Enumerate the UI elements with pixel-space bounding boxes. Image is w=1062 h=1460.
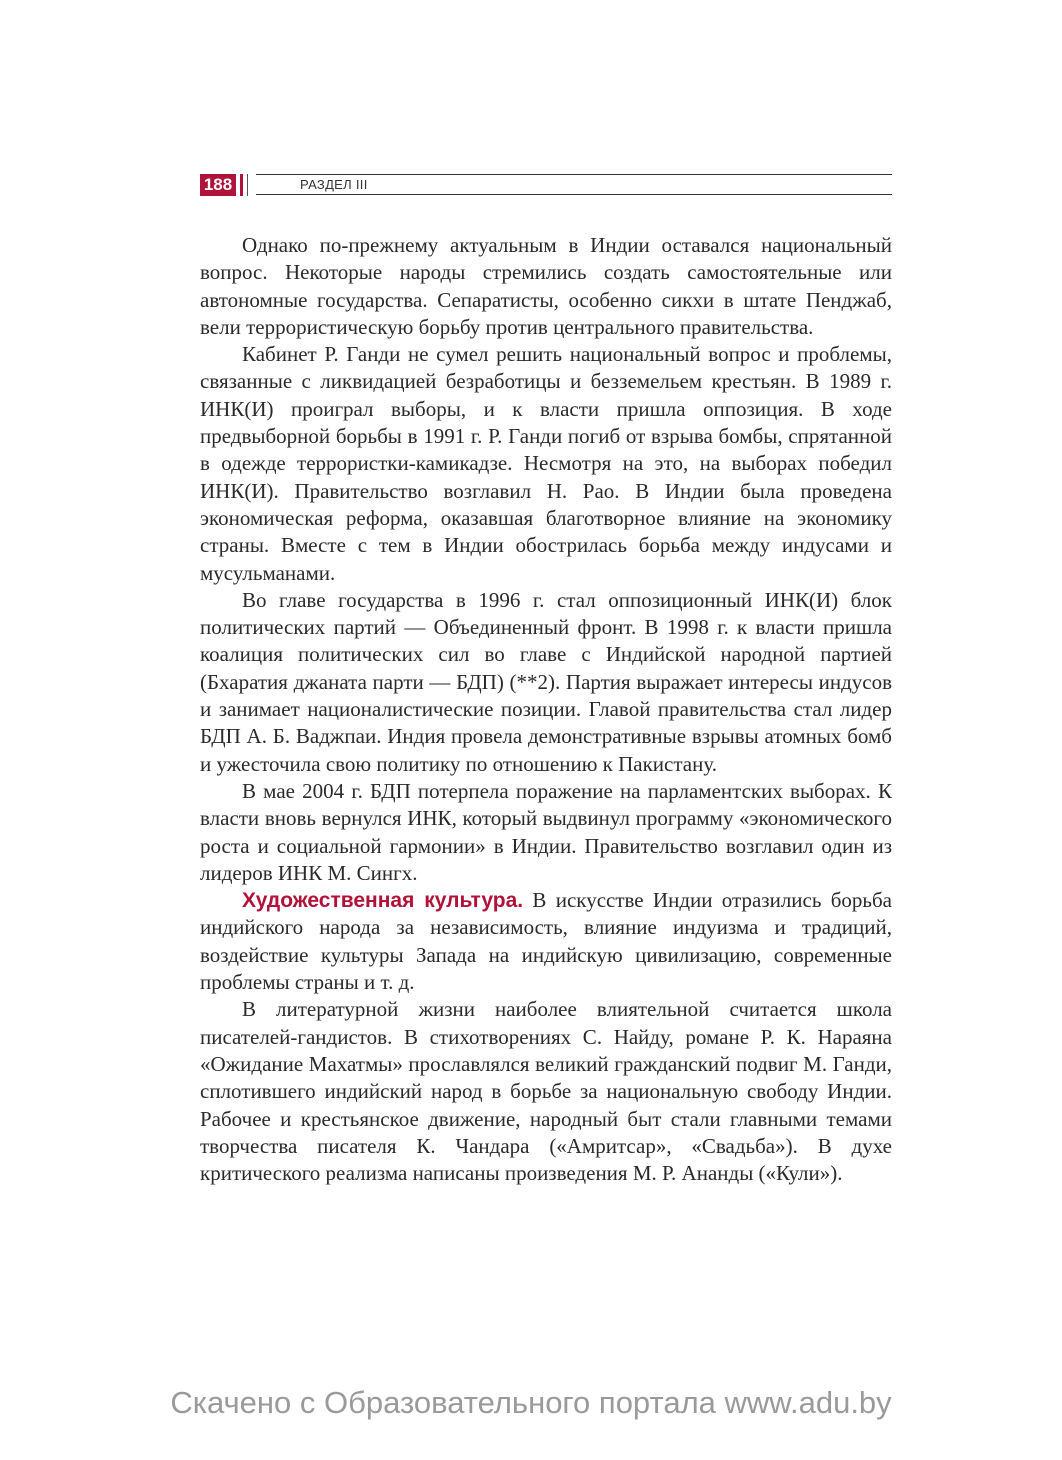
- paragraph-gandhi-cabinet: Кабинет Р. Ганди не сумел решить национальный вопрос и проблемы, связанные с ликвидацией безработицы и безземельем крестьян. В 1989 г. ИНК(И) проиграл выборы, и к власти пришла оппозиция. В ходе предвыборной борьбы в 1991 г. Р. Ганди погиб от взрыва бомбы, спрятанной в одежде террористки-камикадзе. Несмотря на это, на выборах победил ИНК(И). Правительство возглавил Н. Рао. В Индии была проведена экономическая реформа, оказавшая благотворное влияние на экономику страны. Вместе с тем в Индии обострилась борьба между индусами и мусульманами.: [200, 342, 892, 585]
- header-rule-top: [256, 174, 892, 175]
- culture-heading: Художественная культура.: [242, 889, 524, 913]
- body-text: [200, 232, 892, 1187]
- header-accent-bar: [240, 174, 243, 196]
- page-header: [200, 172, 892, 198]
- paragraph-culture: [200, 887, 892, 996]
- download-watermark: Скачено с Образовательного портала www.adu.by: [170, 1385, 892, 1420]
- page-number: 188: [200, 174, 236, 196]
- header-rule-bottom: [256, 194, 892, 195]
- header-divider: [247, 174, 248, 196]
- paragraph-2004-elections: В мае 2004 г. БДП потерпела поражение на парламентских выборах. К власти вновь вернулся ИНК, который выдвинул программу «экономического роста и социальной гармонии» в Индии. Правительство возглавил один из лидеров ИНК М. Сингх.: [200, 778, 892, 885]
- paragraph-bjp-coalition: Во главе государства в 1996 г. стал оппозиционный ИНК(И) блок политических партий — Объединенный фронт. В 1998 г. к власти пришла коалиция политических сил во главе с Индийской народной партией (Бхаратия джаната парти — БДП) (**2). Партия выражает интересы индусов и занимает националистические позиции. Главой правительства стал лидер БДП А. Б. Ваджпаи. Индия провела демонстративные взрывы атомных бомб и ужесточила свою политику по отношению к Пакистану.: [200, 587, 892, 776]
- culture-text: В искусстве Индии отразились борьба индийского народа за независимость, влияние индуизма и традиций, воздействие культуры Запада на индийскую цивилизацию, современные проблемы страны и т. д.: [200, 888, 892, 995]
- paragraph-national-question: Однако по-прежнему актуальным в Индии оставался национальный вопрос. Некоторые народы стремились создать самостоятельные или автономные государства. Сепаратисты, особенно сикхи в штате Пенджаб, вели террористическую борьбу против центрального правительства.: [200, 233, 892, 339]
- section-label: РАЗДЕЛ III: [300, 177, 368, 192]
- paragraph-literature: В литературной жизни наиболее влиятельной считается школа писателей-гандистов. В стихотворениях С. Найду, романе Р. К. Нараяна «Ожидание Махатмы» прославлялся великий гражданский подвиг М. Ганди, сплотившего индийский народ в борьбе за национальную свободу Индии. Рабочее и крестьянское движение, народный быт стали главными темами творчества писателя К. Чандара («Амритсар», «Свадьба»). В духе критического реализма написаны произведения М. Р. Ананды («Кули»).: [200, 997, 892, 1186]
